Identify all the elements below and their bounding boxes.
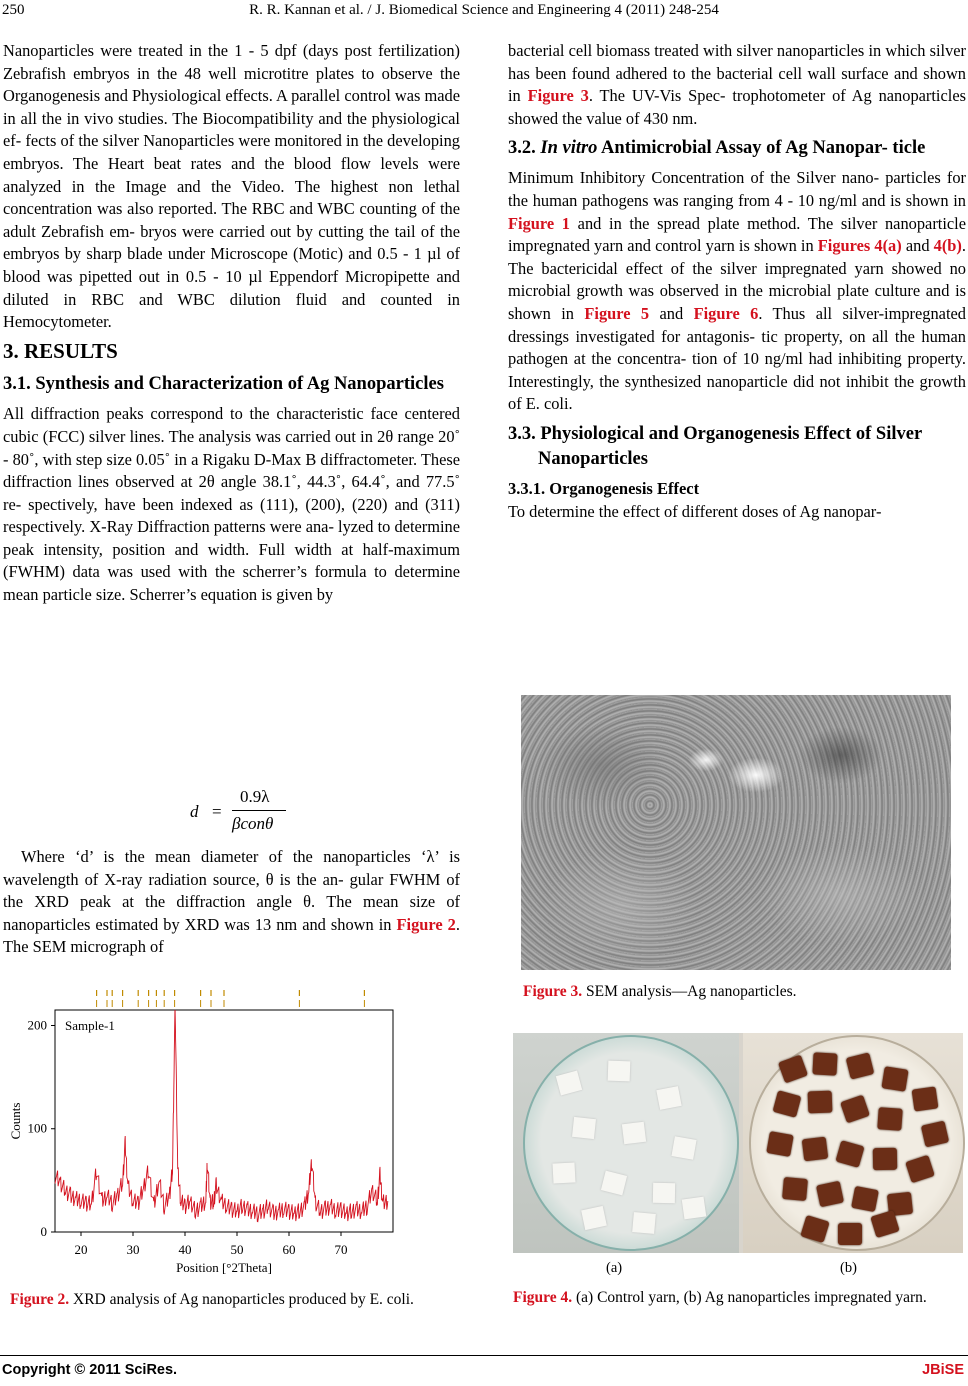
- impregnated-yarn-square: [766, 1131, 793, 1157]
- impregnated-yarn-square: [873, 1148, 897, 1170]
- chart-annotation: Sample-1: [65, 1018, 115, 1033]
- running-head: R. R. Kannan et al. / J. Biomedical Science and Engineering 4 (2011) 248-254: [249, 2, 719, 18]
- control-yarn-square: [671, 1136, 696, 1160]
- figure-4-photo: [513, 1033, 963, 1253]
- control-yarn-square: [552, 1162, 575, 1183]
- paragraph-organogenesis: To determine the effect of different doses of Ag nanopar-: [508, 501, 882, 521]
- paragraph-xrd: All diffraction peaks correspond to the characteristic face centered cubic (FCC) silver lines. The analysis was carried out in 2θ range 20˚ - 80˚, with step size 0.05˚ in a Rigaku D-Max B diffractometer. These diffraction lines observed at 2θ angle 38.1˚, 44.3˚, 64.4˚, and 77.5˚ re- spectively, have been indexed as (111), (200), (220) and (311) respectively. X-Ray Diffraction patterns were ana- lyzed to determine peak intensity, position and width. Full width at half-maximum (FWHM) data was used with the scherrer’s formula to determine mean particle size. Scherrer’s equation is given by: [3, 404, 460, 605]
- control-yarn-square: [632, 1212, 656, 1234]
- impregnated-yarn-square: [838, 1223, 862, 1245]
- eq-fraction-bar: [232, 810, 286, 811]
- page-header: [0, 0, 968, 26]
- impregnated-yarn-square: [812, 1052, 837, 1075]
- heading-results: 3. RESULTS: [3, 338, 118, 363]
- footer-copyright: Copyright © 2011 SciRes.: [2, 1362, 178, 1378]
- x-axis-label: Position [°2Theta]: [176, 1260, 272, 1275]
- ref-figure-2[interactable]: Figure 2: [396, 914, 456, 934]
- ref-figure-4b[interactable]: 4(b): [933, 236, 962, 256]
- y-tick-label: 200: [27, 1017, 47, 1033]
- left-column-p3: Where ‘d’ is the mean diameter of the nanoparticles ‘λ’ is wavelength of X-ray radiation source, θ is the an- gular FWHM of the XRD peak at the diffraction angle θ. The mean size of nanoparticles estimated by XRD was 13 nm and shown in Figure 2. The SEM micrograph of: [3, 847, 460, 957]
- plot-frame: [55, 1010, 393, 1232]
- right-column: bacterial cell biomass treated with silver nanoparticles in which silver has been found adhered to the bacterial cell wall surface and shown in Figure 3. The UV-Vis Spec- trophotometer of Ag nanoparticles showed the value of 430 nm. 3.2. In vitro Antimicrobial Assay of Ag Nanopar- ticle Minimum Inhibitory Concentration of the Silver nano- particles for the human pathogens was ranging from 4 - 10 ng/ml and is shown in Figure 1 and in the spread plate method. The silver nanoparticle impregnated yarn and control yarn is shown in Figures 4(a) and 4(b). The bactericidal effect of the silver impregnated yarn showed no microbial growth was observed in the microbial plate culture and is shown in Figure 5 and Figure 6. Thus all silver-impregnated dressings investigated for antagonis- tic property, on all the human pathogen at the concentra- tion of 10 ng/ml had inhibiting property. Interestingly, the synthesized nanoparticle did not inhibit the growth of E. coli. 3.3. Physiological and Organogenesis Effect of Silver Nanoparticles 3.3.1. Organogenesis Effect To determine the effect of different doses of Ag nanopar-: [508, 40, 966, 523]
- impregnated-yarn-square: [782, 1177, 808, 1201]
- x-tick-label: 30: [126, 1242, 140, 1257]
- figure-4-label-b: (b): [840, 1260, 857, 1276]
- impregnated-yarn-square: [912, 1086, 939, 1111]
- impregnated-yarn-square: [808, 1091, 833, 1114]
- eq-d: d: [190, 802, 199, 821]
- x-tick-label: 70: [334, 1242, 348, 1257]
- control-yarn-square: [572, 1117, 596, 1139]
- x-tick-label: 50: [230, 1242, 244, 1257]
- heading-3-2: 3.2. In vitro Antimicrobial Assay of Ag Nanopar- ticle: [508, 138, 926, 159]
- control-yarn-square: [656, 1086, 681, 1110]
- figure-3-caption: Figure 3. SEM analysis—Ag nanoparticles.: [523, 983, 797, 1000]
- footer-journal: JBiSE: [922, 1362, 964, 1378]
- impregnated-yarn-square: [802, 1137, 829, 1162]
- ref-figure-4a[interactable]: Figures 4(a): [817, 236, 902, 256]
- eq-numerator: 0.9λ: [240, 787, 270, 806]
- page-number: 250: [2, 2, 25, 18]
- impregnated-yarn-square: [877, 1107, 902, 1131]
- xrd-chart-svg: [0, 980, 460, 1280]
- control-yarn-square: [653, 1183, 675, 1203]
- eq-denominator: βconθ: [232, 814, 274, 833]
- figure-4-label-a: (a): [606, 1260, 623, 1276]
- figure-2-chart: [0, 980, 460, 1280]
- control-yarn-square: [682, 1197, 707, 1220]
- ref-figure-5[interactable]: Figure 5: [584, 303, 650, 323]
- figure-2-caption: Figure 2. XRD analysis of Ag nanoparticles produced by E. coli.: [10, 1291, 414, 1308]
- ref-figure-1[interactable]: Figure 1: [508, 213, 570, 233]
- left-column: [3, 40, 460, 607]
- ref-figure-6[interactable]: Figure 6: [693, 303, 759, 323]
- paragraph-mean-size: Where ‘d’ is the mean diameter of the nanoparticles ‘λ’ is wavelength of X-ray radiation source, θ is the an- gular FWHM of the XRD peak at the diffraction angle θ. The mean size of nanoparticles estimated by XRD was 13 nm and shown in: [3, 847, 460, 934]
- control-yarn-square: [622, 1122, 646, 1145]
- figure-4-caption: Figure 4. (a) Control yarn, (b) Ag nanoparticles impregnated yarn.: [513, 1289, 927, 1306]
- x-tick-label: 20: [74, 1242, 88, 1257]
- heading-3-3: 3.3. Physiological and Organogenesis Effect of Silver Nanoparticles: [508, 423, 922, 469]
- paragraph-methods: Nanoparticles were treated in the 1 - 5 dpf (days post fertilization) Zebrafish embryos in the 48 well microtitre plates to observe the Organogenesis and Physiological effects. A parallel control was made in all the in vivo studies. The Biocompatibility and the physiological ef- fects of the silver Nanoparticles were monitored in the developing embryos. The Heart beat rates and the blood flow levels were analyzed in the Image and the Video. The highest non lethal concentration was also reported. The RBC and WBC counting of the adult Zebrafish em- bryos were carried out by cutting the tail of the embryos by sharp blade under Microscope (Motic) and 0.5 - 1 µl of blood was pipetted out in 0.5 - 10 µl Eppendorf Micropipette and diluted in RBC and WBC dilution fluid and counted in Hemocytometer.: [3, 41, 460, 332]
- y-axis-label: Counts: [8, 1102, 23, 1140]
- control-yarn-square: [608, 1061, 631, 1082]
- impregnated-yarn-square: [851, 1186, 879, 1212]
- x-tick-label: 40: [178, 1242, 192, 1257]
- impregnated-yarn-square: [881, 1066, 908, 1091]
- eq-equals: =: [212, 802, 222, 821]
- y-tick-label: 100: [27, 1120, 47, 1136]
- heading-3-1: 3.1. Synthesis and Characterization of Ag Nanoparticles: [3, 374, 444, 395]
- heading-3-3-1: 3.3.1. Organogenesis Effect: [508, 478, 700, 498]
- ref-figure-3[interactable]: Figure 3: [527, 86, 589, 106]
- y-tick-label: 0: [40, 1224, 47, 1239]
- footer-rule: [0, 1355, 968, 1356]
- xrd-series-line: [55, 1010, 388, 1222]
- x-tick-label: 60: [282, 1242, 296, 1257]
- figure-3-sem-image: [521, 695, 951, 970]
